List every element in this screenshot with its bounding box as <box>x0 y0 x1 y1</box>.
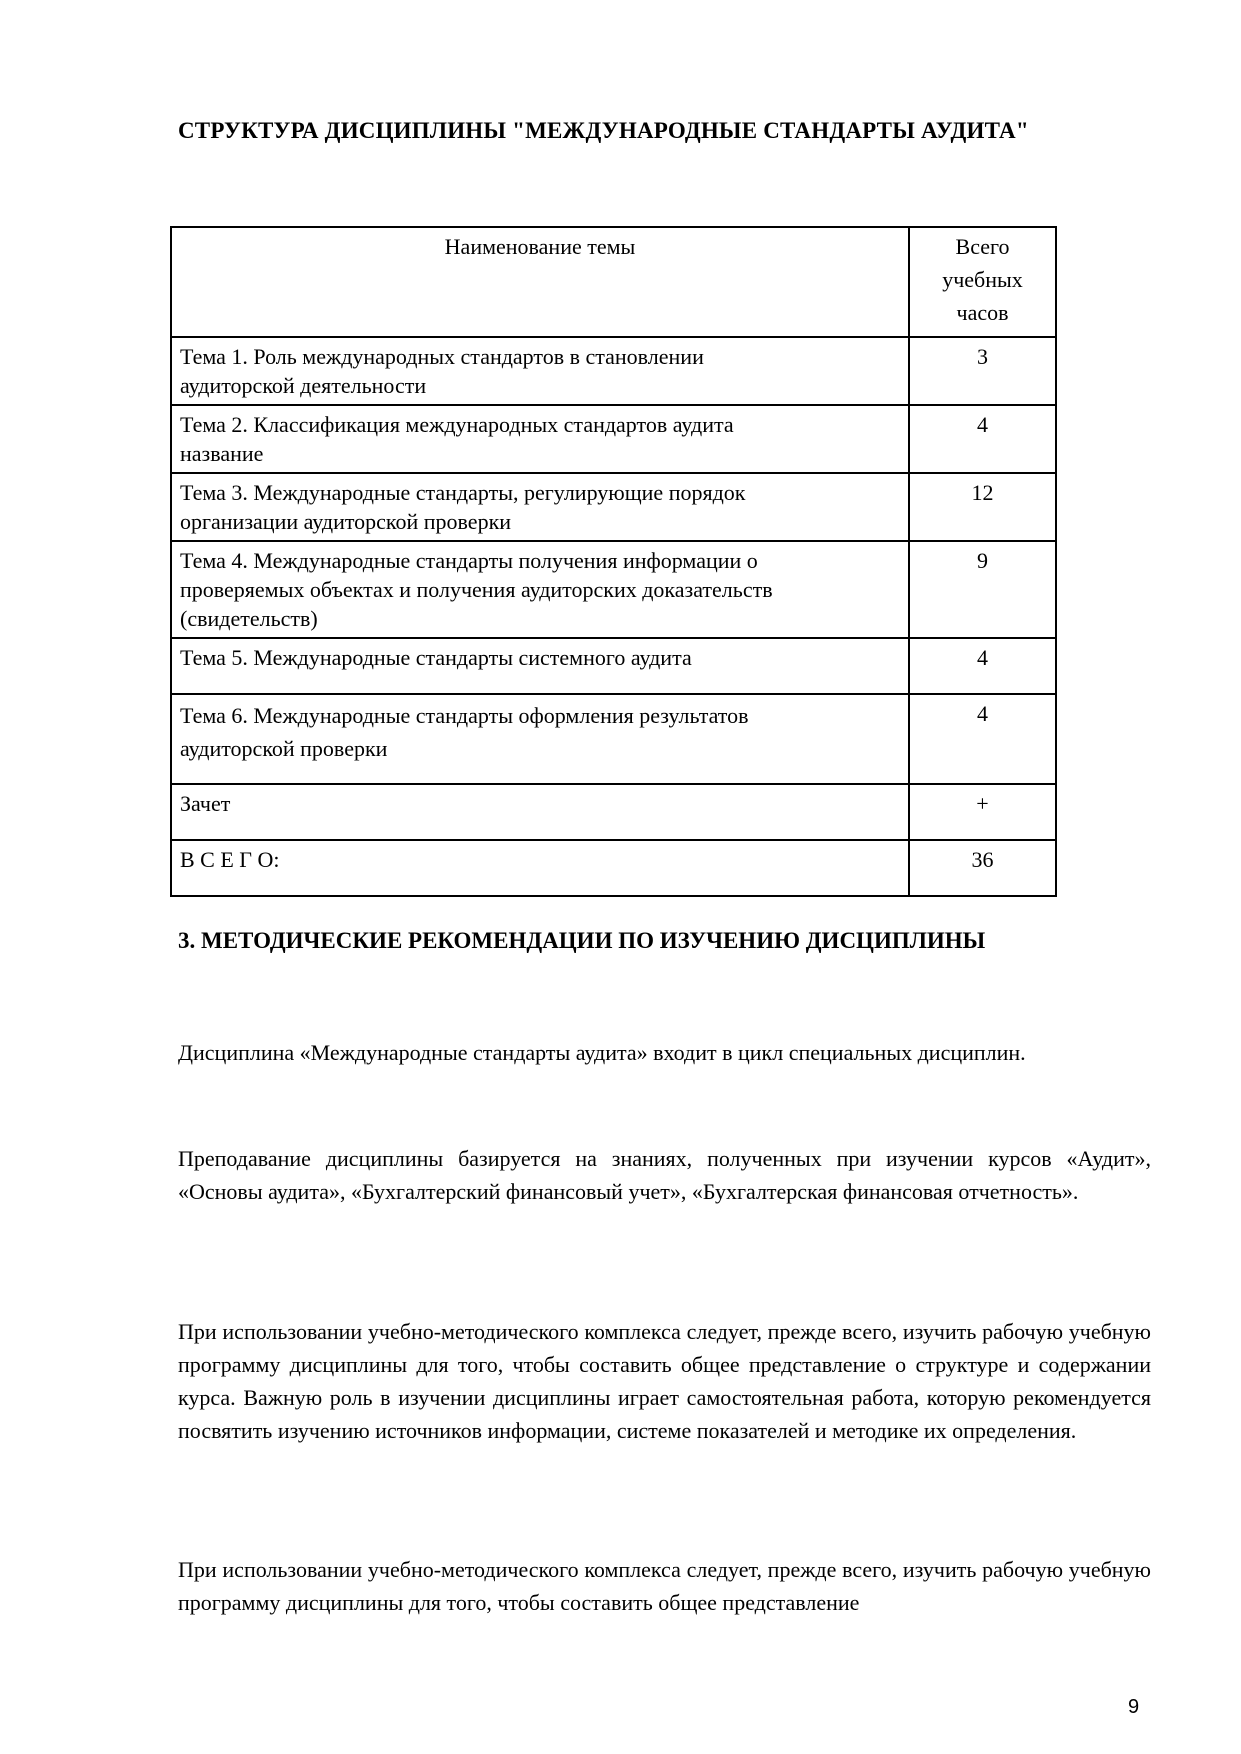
header-hours <box>909 227 1056 337</box>
topic-line: В С Е Г О: <box>180 847 280 872</box>
hours-cell: 4 <box>909 694 1056 784</box>
table-row <box>171 638 1056 694</box>
topic-line: Тема 4. Международные стандарты получения информации о <box>180 548 758 573</box>
topic-cell <box>171 541 909 638</box>
topic-cell <box>171 638 909 694</box>
topic-line: организации аудиторской проверки <box>180 509 512 534</box>
paragraph: При использовании учебно-методического комплекса следует, прежде всего, изучить рабочую учебную программу дисциплины для того, чтобы составить общее представление <box>178 1557 1151 1615</box>
topic-cell <box>171 694 909 784</box>
topic-cell <box>171 405 909 473</box>
page-number: 9 <box>1128 1696 1140 1718</box>
paragraph: При использовании учебно-методического комплекса следует, прежде всего, изучить рабочую учебную программу дисциплины для того, чтобы составить общее представление о структуре и содержании курса. Важную роль в изучении дисциплины играет самостоятельная работа, которую рекомендуется посвятить изучению источников информации, системе показателей и методике их определения. <box>178 1319 1151 1443</box>
table-row <box>171 405 1056 473</box>
topic-line: проверяемых объектах и получения аудиторских доказательств <box>180 577 773 602</box>
header-hours-line: Всего <box>955 234 1010 259</box>
topic-line: название <box>180 441 264 466</box>
topic-cell <box>171 337 909 405</box>
topic-line: Тема 1. Роль международных стандартов в становлении <box>180 344 704 369</box>
header-hours-line: учебных <box>942 267 1023 292</box>
header-hours-line: часов <box>956 300 1009 325</box>
paragraph: Преподавание дисциплины базируется на знаниях, полученных при изучении курсов «Аудит», «Основы аудита», «Бухгалтерский финансовый учет», «Бухгалтерская финансовая отчетность». <box>178 1146 1151 1204</box>
paragraph: Дисциплина «Международные стандарты аудита» входит в цикл специальных дисциплин. <box>178 1040 1026 1065</box>
hours-cell: 3 <box>909 337 1056 405</box>
table-header-row <box>171 227 1056 337</box>
table-total-row <box>171 840 1056 896</box>
table-row <box>171 694 1056 784</box>
hours-cell: 12 <box>909 473 1056 541</box>
topic-line: (свидетельств) <box>180 606 318 631</box>
topic-line: Тема 5. Международные стандарты системного аудита <box>180 645 692 670</box>
topic-line: аудиторской деятельности <box>180 373 427 398</box>
topic-cell <box>171 784 909 840</box>
hours-cell: 4 <box>909 638 1056 694</box>
table-row <box>171 473 1056 541</box>
hours-cell: 4 <box>909 405 1056 473</box>
topic-line: Тема 2. Классификация международных стандартов аудита <box>180 412 734 437</box>
hours-cell: 9 <box>909 541 1056 638</box>
header-topic: Наименование темы <box>171 227 909 337</box>
discipline-structure-table <box>170 226 1057 897</box>
hours-cell: + <box>909 784 1056 840</box>
topic-line: Тема 6. Международные стандарты оформления результатов <box>180 703 749 728</box>
topic-line: аудиторской проверки <box>180 736 388 761</box>
table-row <box>171 784 1056 840</box>
topic-cell <box>171 473 909 541</box>
table-row <box>171 337 1056 405</box>
document-title: СТРУКТУРА ДИСЦИПЛИНЫ "МЕЖДУНАРОДНЫЕ СТАНДАРТЫ АУДИТА" <box>178 118 1029 143</box>
table-row <box>171 541 1056 638</box>
section-title: 3. МЕТОДИЧЕСКИЕ РЕКОМЕНДАЦИИ ПО ИЗУЧЕНИЮ ДИСЦИПЛИНЫ <box>178 928 986 953</box>
topic-cell <box>171 840 909 896</box>
hours-cell: 36 <box>909 840 1056 896</box>
topic-line: Зачет <box>180 791 231 816</box>
topic-line: Тема 3. Международные стандарты, регулирующие порядок <box>180 480 746 505</box>
